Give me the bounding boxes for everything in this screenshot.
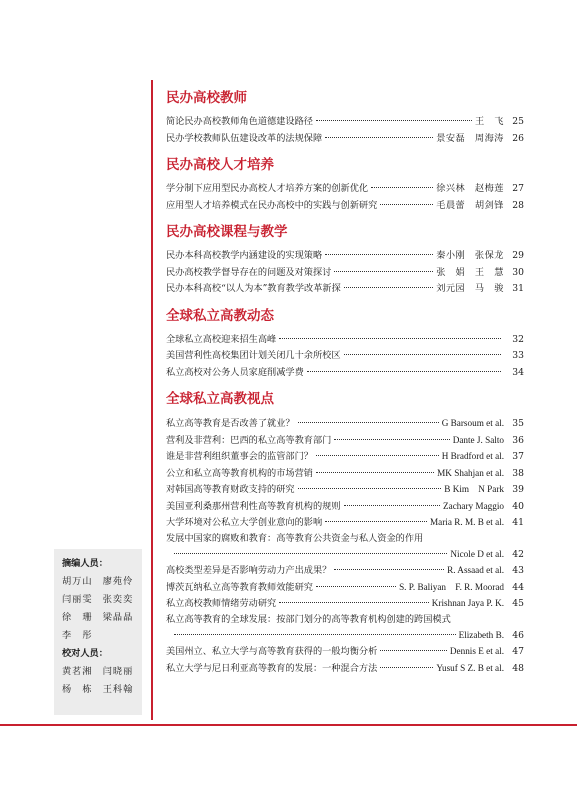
entry-page: 40	[512, 500, 524, 512]
dot-leader	[325, 253, 433, 255]
dot-leader	[334, 270, 433, 272]
dot-leader	[344, 353, 501, 355]
toc-entry[interactable]	[166, 432, 524, 449]
entry-author: 秦小刚 张保龙	[436, 250, 504, 261]
toc-entry[interactable]	[166, 198, 524, 215]
entry-author: Zachary Maggio	[443, 500, 504, 511]
entry-title: 民办学校教师队伍建设改革的法规保障	[166, 132, 323, 144]
toc-entry[interactable]	[166, 643, 524, 660]
entry-author: Nicole D et al.	[450, 548, 504, 559]
dot-leader	[316, 585, 396, 587]
entry-title: 高校类型差异是否影响劳动力产出成果？	[166, 565, 332, 576]
entry-author: MK Shahjan et al.	[437, 467, 504, 478]
dot-leader	[344, 504, 440, 506]
entry-author: Krishnan Jaya P. K.	[431, 598, 504, 608]
entry-page: 42	[512, 548, 524, 560]
entry-title: 私立大学与尼日利亚高等教育的发展：一种混合方法	[166, 662, 378, 674]
entry-page: 29	[512, 250, 524, 261]
toc-entry-wrapped[interactable]	[166, 612, 524, 644]
dot-leader	[298, 487, 442, 489]
entry-page: 34	[512, 366, 524, 378]
entry-page: 36	[512, 434, 524, 446]
section-title: 民办高校教师	[166, 90, 247, 106]
entry-title: 简论民办高校教师角色道德建设路径	[166, 116, 313, 127]
section-teachers	[166, 88, 524, 147]
editor-names: 胡万山 廖苑伶	[62, 576, 134, 587]
dot-leader	[344, 286, 433, 288]
entry-title: 私立高等教育的全球发展：按部门划分的高等教育机构创建的跨国模式	[166, 613, 451, 625]
toc-entry[interactable]	[166, 131, 524, 148]
proofreaders-label: 校对人员：	[62, 648, 108, 659]
dot-leader	[371, 186, 433, 188]
entry-author: 景安磊 周海涛	[436, 132, 504, 144]
toc-entry[interactable]	[166, 465, 524, 482]
entry-title: 谁是非营利组织董事会的监管部门？	[166, 451, 313, 462]
entry-title: 民办本科高校“以人为本”教育教学改革新探	[166, 283, 341, 294]
dot-leader	[279, 601, 429, 603]
entry-title: 营利及非营利：巴西的私立高等教育部门	[166, 434, 332, 446]
editor-names: 李 彤	[62, 630, 93, 641]
entry-page: 32	[512, 333, 524, 345]
table-of-contents	[166, 88, 524, 676]
toc-entry[interactable]	[166, 660, 524, 677]
entry-title: 美国营利性高校集团计划关闭几十余所校区	[166, 350, 341, 361]
toc-entry[interactable]	[166, 181, 524, 198]
toc-entry[interactable]	[166, 332, 524, 349]
dot-leader	[279, 337, 501, 339]
dot-leader	[174, 552, 447, 554]
entry-author: S. P. Baliyan F. R. Moorad	[399, 581, 504, 592]
dot-leader	[325, 520, 427, 522]
entry-title: 全球私立高校迎来招生高峰	[166, 333, 277, 345]
entry-title: 发展中国家的腐败和教育：高等教育公共资金与私人资金的作用	[166, 532, 424, 544]
entry-author: Dante J. Salto	[452, 434, 504, 445]
entry-title: 应用型人才培养模式在民办高校中的实践与创新研究	[166, 199, 378, 211]
vertical-divider	[151, 80, 153, 720]
entry-page: 31	[512, 283, 524, 294]
entry-title: 公立和私立高等教育机构的市场营销	[166, 467, 313, 479]
proofreader-names: 黄茗湘 闫晓丽	[62, 666, 134, 677]
section-global-viewpoints	[166, 389, 524, 676]
entry-author: G Barsoum et al.	[441, 418, 504, 428]
dot-leader	[334, 568, 444, 570]
entry-page: 37	[512, 451, 524, 462]
toc-entry[interactable]	[166, 448, 524, 465]
dot-leader	[334, 438, 449, 440]
toc-entry[interactable]	[166, 114, 524, 131]
dot-leader	[380, 666, 433, 668]
entry-page: 44	[512, 581, 524, 593]
entry-author: 徐兴林 赵梅莲	[436, 183, 504, 194]
entry-author: 刘元园 马 骏	[436, 283, 504, 294]
toc-entry[interactable]	[166, 415, 524, 432]
section-title: 民办高校人才培养	[166, 157, 274, 173]
entry-title: 民办本科高校教学内涵建设的实现策略	[166, 250, 323, 261]
entry-title: 博茨瓦纳私立高等教育教师效能研究	[166, 581, 313, 593]
toc-entry[interactable]	[166, 562, 524, 579]
dot-leader	[380, 203, 433, 205]
toc-entry[interactable]	[166, 248, 524, 265]
entry-page: 30	[512, 266, 524, 278]
entry-author: B Kim N Park	[444, 484, 504, 494]
entry-title: 美国亚利桑那州营利性高等教育机构的规则	[166, 500, 341, 512]
toc-entry[interactable]	[166, 579, 524, 596]
entry-page: 38	[512, 467, 524, 479]
section-talent-cultivation	[166, 155, 524, 214]
toc-entry-wrapped[interactable]	[166, 531, 524, 563]
section-title: 全球私立高教动态	[166, 307, 274, 324]
entry-page: 26	[512, 132, 524, 144]
entry-author: Yusuf S Z. B et al.	[436, 662, 504, 673]
entry-title: 对韩国高等教育财政支持的研究	[166, 484, 295, 495]
toc-entry[interactable]	[166, 281, 524, 298]
entry-title: 私立高校对公务人员家庭削减学费	[166, 366, 304, 378]
toc-entry[interactable]	[166, 595, 524, 612]
dot-leader	[325, 136, 433, 138]
entry-page: 45	[512, 598, 524, 609]
entry-page: 35	[512, 418, 524, 429]
dot-leader	[174, 633, 456, 635]
entry-author: R. Assaad et al.	[447, 565, 504, 575]
dot-leader	[316, 454, 439, 456]
bottom-rule	[0, 724, 577, 726]
entry-page: 25	[512, 116, 524, 127]
entry-title: 私立高校教师情绪劳动研究	[166, 598, 277, 609]
entry-page: 39	[512, 484, 524, 495]
toc-entry[interactable]	[166, 265, 524, 282]
entry-page: 47	[512, 646, 524, 657]
entry-title: 大学环境对公私立大学创业意向的影响	[166, 517, 323, 528]
entry-title: 学分制下应用型民办高校人才培养方案的创新优化	[166, 183, 369, 194]
toc-entry[interactable]	[166, 498, 524, 515]
entry-author: 毛晨蕾 胡剑锋	[436, 199, 504, 211]
entry-page: 28	[512, 199, 524, 211]
entry-author: 王 飞	[474, 116, 504, 127]
section-curriculum	[166, 222, 524, 298]
entry-title: 民办高校教学督导存在的问题及对策探讨	[166, 266, 332, 278]
dot-leader	[316, 119, 472, 121]
entry-page: 41	[512, 517, 524, 528]
entry-title: 美国州立、私立大学与高等教育获得的一般均衡分析	[166, 646, 378, 657]
entry-author: Maria R. M. B et al.	[430, 517, 504, 527]
editors-box	[54, 549, 142, 715]
dot-leader	[307, 370, 501, 372]
entry-author: H Bradford et al.	[441, 451, 504, 461]
entry-author: 张 娟 王 慧	[436, 266, 504, 278]
entry-page: 48	[512, 662, 524, 674]
section-global-news	[166, 306, 524, 382]
entry-page: 43	[512, 565, 524, 576]
dot-leader	[380, 649, 447, 651]
entry-author: Elizabeth B.	[458, 629, 504, 640]
editor-names: 徐 珊 梁晶晶	[62, 612, 134, 623]
dot-leader	[316, 471, 434, 473]
entry-page: 27	[512, 183, 524, 194]
toc-entry[interactable]	[166, 348, 524, 365]
section-title: 全球私立高教视点	[166, 391, 274, 407]
entry-author: Dennis E et al.	[449, 646, 504, 656]
proofreader-names: 杨 栋 王科翰	[62, 684, 134, 695]
entry-page: 46	[512, 629, 524, 641]
toc-entry[interactable]	[166, 481, 524, 498]
toc-entry[interactable]	[166, 514, 524, 531]
editors-label: 摘编人员：	[62, 558, 108, 569]
entry-title: 私立高等教育是否改善了就业？	[166, 418, 295, 429]
toc-entry[interactable]	[166, 365, 524, 382]
dot-leader	[298, 421, 439, 423]
entry-page: 33	[512, 350, 524, 361]
section-title: 民办高校课程与教学	[166, 224, 288, 240]
editor-names: 闫丽雯 张奕奕	[62, 594, 134, 605]
